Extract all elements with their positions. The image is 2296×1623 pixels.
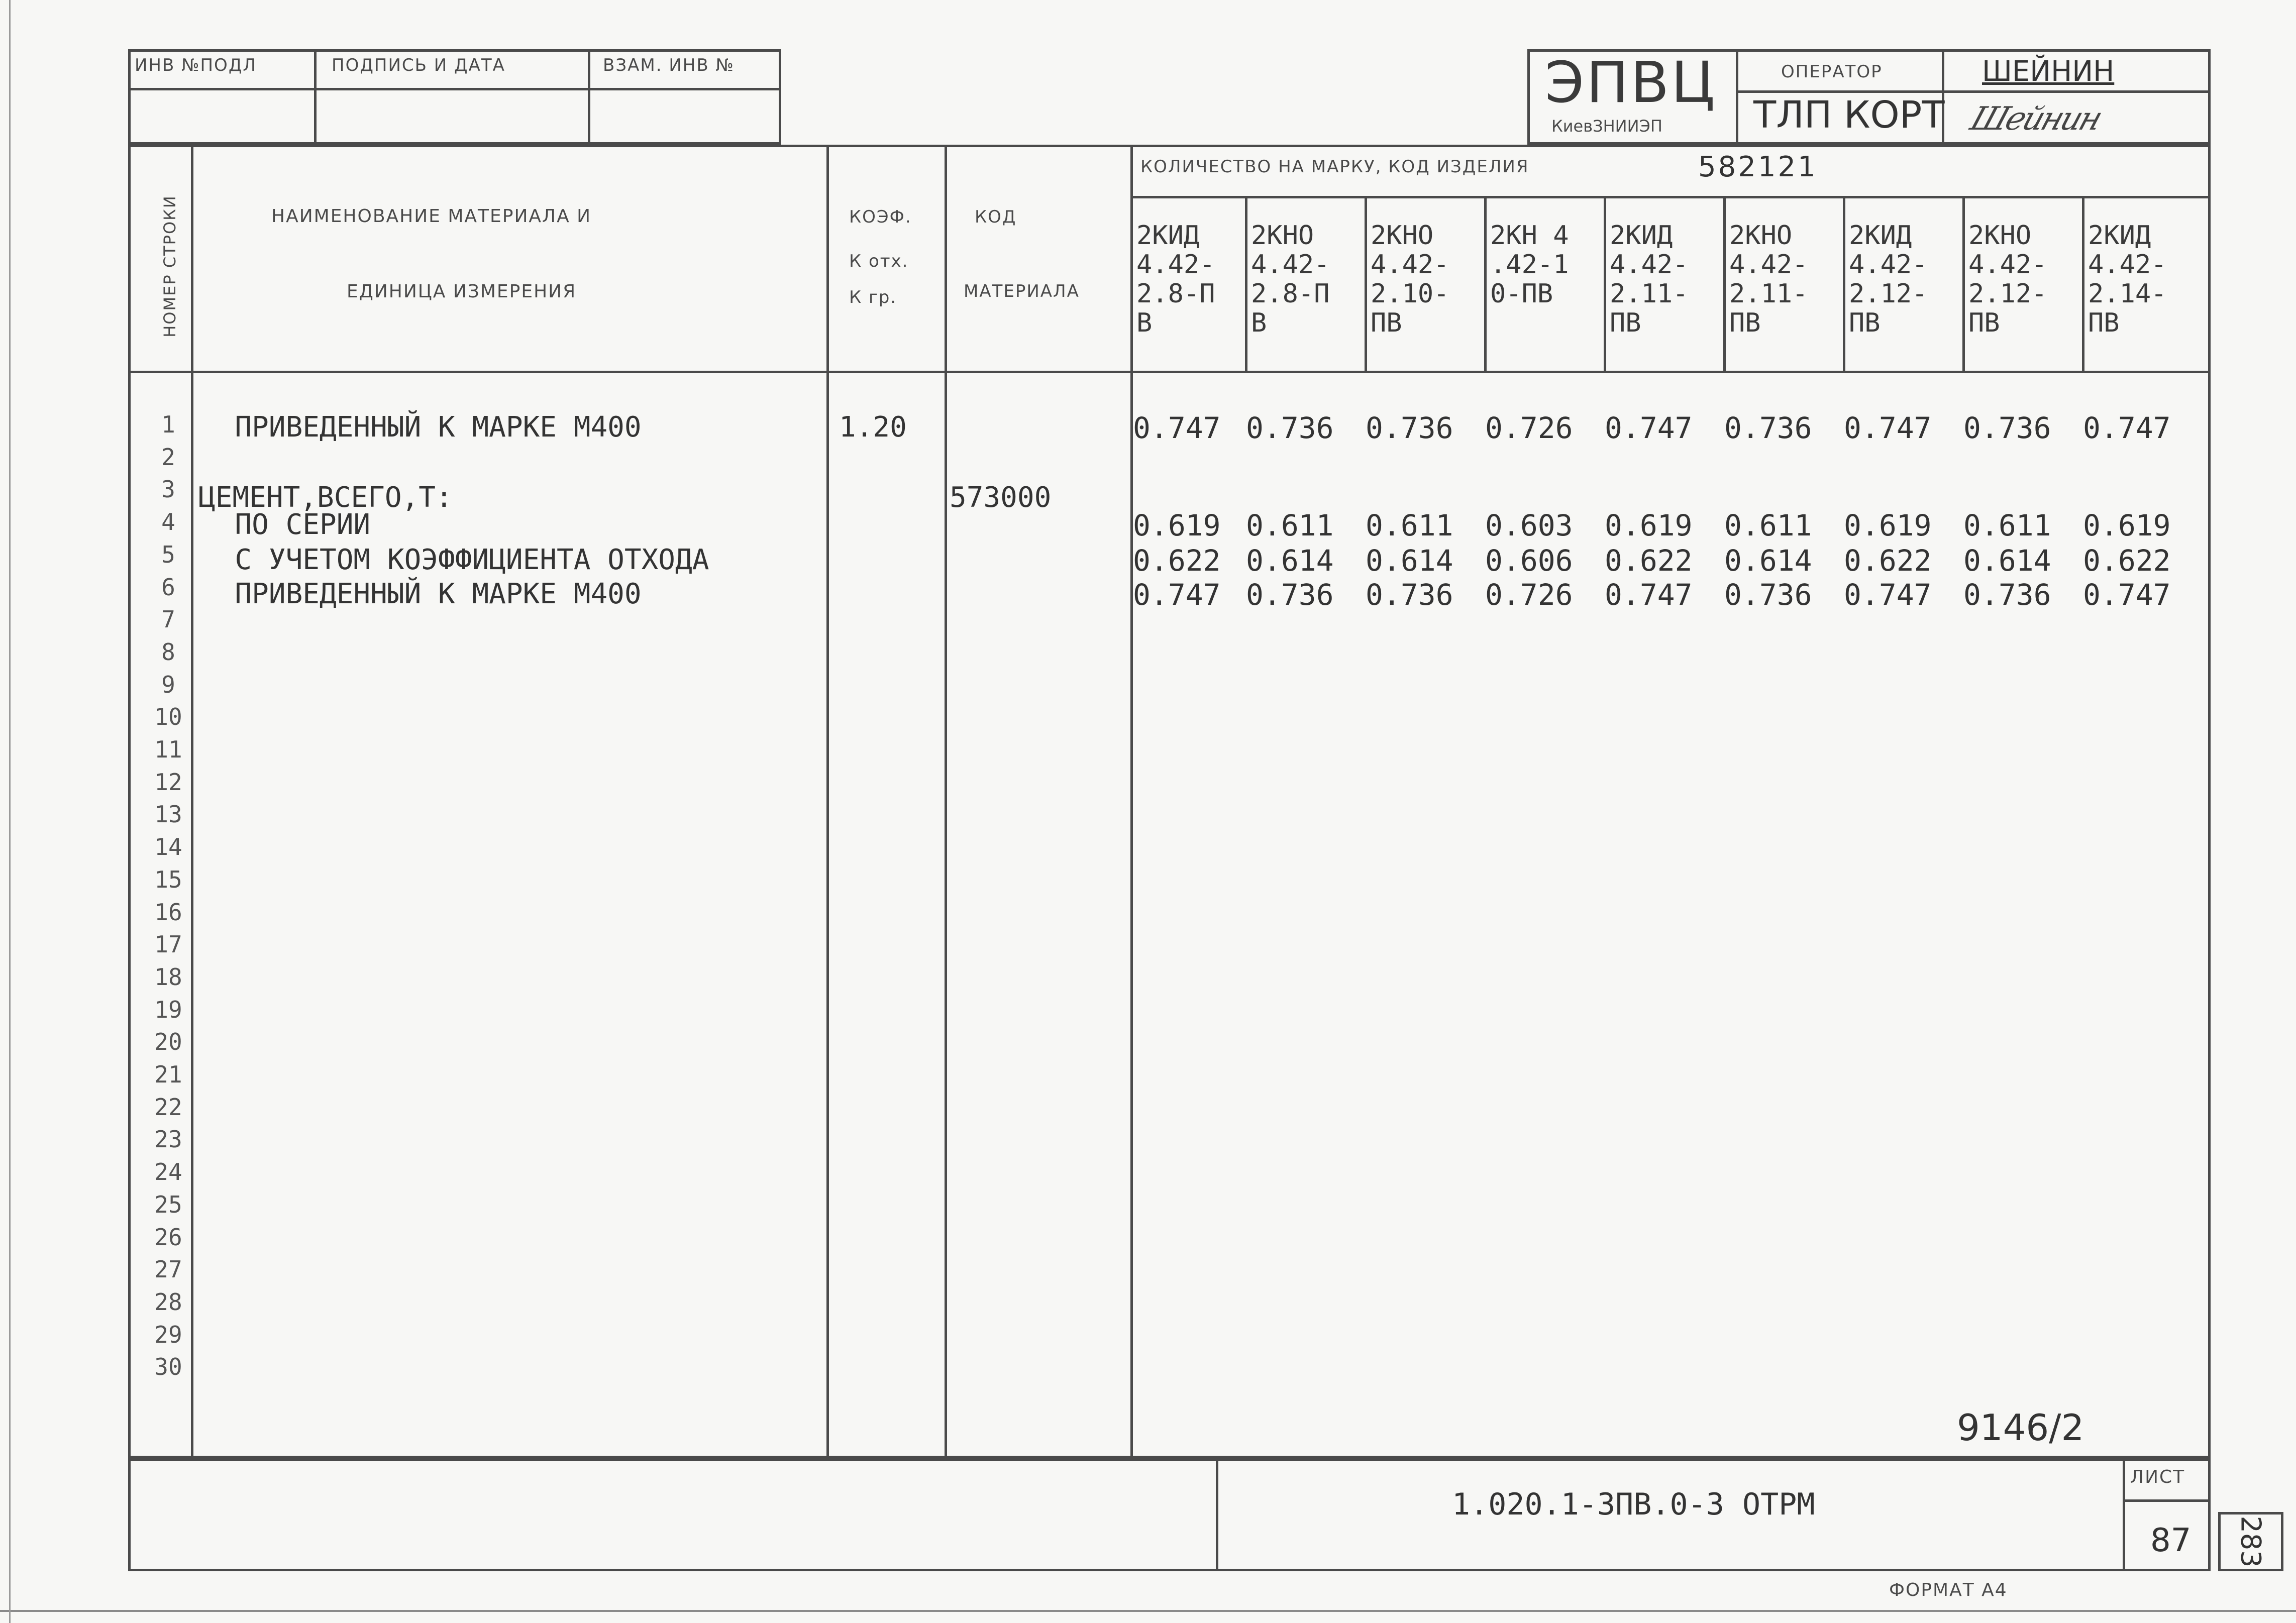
material-label-1: НАИМЕНОВАНИЕ МАТЕРИАЛА И: [271, 206, 592, 227]
quantity-cell: 0.747: [2083, 578, 2171, 612]
sign-label: ПОДПИСЬ И ДАТА: [332, 55, 505, 75]
row-text-5: ПРИВЕДЕННЫЙ К МАРКЕ М400: [201, 578, 642, 610]
row-number: 9: [161, 671, 175, 698]
row-number: 16: [154, 898, 182, 926]
row-text-2: ЦЕМЕНТ,ВСЕГО,Т:: [198, 481, 453, 514]
material-label-2: ЕДИНИЦА ИЗМЕРЕНИЯ: [347, 281, 577, 302]
row-number: 18: [154, 963, 182, 991]
row-number: 14: [154, 833, 182, 861]
column-header-4: 2КН 4 .42-1 0-ПВ: [1490, 221, 1569, 309]
quantity-cell: 0.622: [1133, 544, 1221, 578]
quantity-cell: 0.726: [1485, 578, 1573, 612]
quantity-cell: 0.622: [1844, 544, 1932, 578]
quantity-cell: 0.614: [1246, 544, 1334, 578]
row-number: 28: [154, 1288, 182, 1316]
row-coef-1: 1.20: [839, 411, 907, 444]
sheet-label: ЛИСТ: [2130, 1467, 2185, 1487]
org-subtitle: КиевЗНИИЭП: [1551, 117, 1662, 136]
row-number: 17: [154, 931, 182, 958]
coef-label-3: К гр.: [849, 287, 897, 307]
quantity-cell: 0.736: [1724, 411, 1812, 445]
row-code-2: 573000: [950, 481, 1052, 514]
column-header-8: 2КНО 4.42- 2.12- ПВ: [1968, 221, 2047, 338]
row-number: 5: [161, 540, 175, 568]
quantity-cell: 0.736: [1366, 578, 1453, 612]
column-header-1: 2КИД 4.42- 2.8-П В: [1136, 221, 1215, 338]
quantity-cell: 0.603: [1485, 508, 1573, 543]
row-number: 27: [154, 1256, 182, 1283]
side-number: 283: [2235, 1516, 2267, 1568]
quantity-cell: 0.614: [1724, 544, 1812, 578]
coef-label-1: КОЭФ.: [849, 207, 912, 227]
code-label-1: КОД: [975, 207, 1017, 227]
quantity-label: КОЛИЧЕСТВО НА МАРКУ, КОД ИЗДЕЛИЯ: [1140, 157, 1529, 177]
executor-name: ШЕЙНИН: [1982, 55, 2115, 88]
row-text-4: С УЧЕТОМ КОЭФФИЦИЕНТА ОТХОДА: [201, 544, 709, 576]
operator-value: ТЛП КОРТ: [1753, 93, 1945, 137]
row-number: 21: [154, 1061, 182, 1088]
row-number: 29: [154, 1321, 182, 1348]
quantity-cell: 0.622: [1605, 544, 1693, 578]
row-number: 2: [161, 443, 175, 471]
row-number: 12: [154, 768, 182, 796]
row-number: 7: [161, 606, 175, 633]
quantity-cell: 0.736: [1963, 578, 2051, 612]
quantity-cell: 0.747: [1605, 411, 1693, 445]
format-label: ФОРМАТ А4: [1889, 1580, 2008, 1600]
quantity-cell: 0.611: [1724, 508, 1812, 543]
bottom-strip: [128, 1458, 2211, 1571]
row-number: 11: [154, 736, 182, 763]
quantity-cell: 0.611: [1246, 508, 1334, 543]
column-header-9: 2КИД 4.42- 2.14- ПВ: [2088, 221, 2167, 338]
sheet-number: 87: [2150, 1522, 2191, 1559]
row-number: 20: [154, 1028, 182, 1056]
quantity-cell: 0.747: [1844, 578, 1932, 612]
row-number: 13: [154, 801, 182, 828]
inv-label: ИНВ №ПОДЛ: [135, 55, 257, 75]
coef-label-2: К отх.: [849, 251, 909, 271]
quantity-cell: 0.747: [1605, 578, 1693, 612]
quantity-cell: 0.622: [2083, 544, 2171, 578]
column-header-7: 2КИД 4.42- 2.12- ПВ: [1849, 221, 1928, 338]
quantity-cell: 0.736: [1963, 411, 2051, 445]
quantity-cell: 0.736: [1246, 578, 1334, 612]
row-number: 1: [161, 411, 175, 438]
quantity-cell: 0.619: [1133, 508, 1221, 543]
quantity-cell: 0.611: [1366, 508, 1453, 543]
row-number: 15: [154, 865, 182, 893]
row-number: 8: [161, 638, 175, 666]
row-number: 4: [161, 508, 175, 536]
row-number: 23: [154, 1126, 182, 1153]
row-number: 22: [154, 1093, 182, 1121]
org-name: ЭПВЦ: [1545, 50, 1717, 116]
quantity-cell: 0.747: [1844, 411, 1932, 445]
vzam-label: ВЗАМ. ИНВ №: [603, 55, 735, 75]
quantity-cell: 0.614: [1366, 544, 1453, 578]
quantity-cell: 0.619: [1605, 508, 1693, 543]
row-number: 26: [154, 1223, 182, 1251]
quantity-cell: 0.736: [1366, 411, 1453, 445]
row-number: 24: [154, 1158, 182, 1186]
row-number: 6: [161, 573, 175, 601]
sheet-reference: 9146/2: [1957, 1406, 2084, 1449]
main-table: [128, 145, 2211, 1458]
column-header-5: 2КИД 4.42- 2.11- ПВ: [1610, 221, 1689, 338]
quantity-cell: 0.606: [1485, 544, 1573, 578]
quantity-cell: 0.611: [1963, 508, 2051, 543]
row-number: 30: [154, 1353, 182, 1381]
document-code: 1.020.1-ЗПВ.0-3 ОТРМ: [1452, 1487, 1815, 1522]
row-number: 3: [161, 476, 175, 503]
column-header-6: 2КНО 4.42- 2.11- ПВ: [1729, 221, 1808, 338]
quantity-cell: 0.747: [1133, 578, 1221, 612]
column-header-2: 2КНО 4.42- 2.8-П В: [1251, 221, 1330, 338]
quantity-cell: 0.619: [1844, 508, 1932, 543]
row-text-1: ПРИВЕДЕННЫЙ К МАРКЕ М400: [201, 411, 642, 444]
quantity-cell: 0.614: [1963, 544, 2051, 578]
operator-label: ОПЕРАТОР: [1781, 62, 1883, 82]
row-number: 19: [154, 996, 182, 1023]
quantity-cell: 0.747: [1133, 411, 1221, 445]
row-text-3: ПО СЕРИИ: [201, 508, 371, 541]
column-header-3: 2КНО 4.42- 2.10- ПВ: [1371, 221, 1449, 338]
code-label-2: МАТЕРИАЛА: [964, 281, 1080, 301]
row-number: 25: [154, 1191, 182, 1218]
row-number-label: НОМЕР СТРОКИ: [160, 195, 179, 338]
signature: Шейнин: [1965, 100, 2106, 138]
quantity-cell: 0.619: [2083, 508, 2171, 543]
quantity-cell: 0.726: [1485, 411, 1573, 445]
quantity-cell: 0.736: [1246, 411, 1334, 445]
quantity-cell: 0.736: [1724, 578, 1812, 612]
item-code: 582121: [1698, 151, 1818, 183]
row-number: 10: [154, 703, 182, 731]
quantity-cell: 0.747: [2083, 411, 2171, 445]
